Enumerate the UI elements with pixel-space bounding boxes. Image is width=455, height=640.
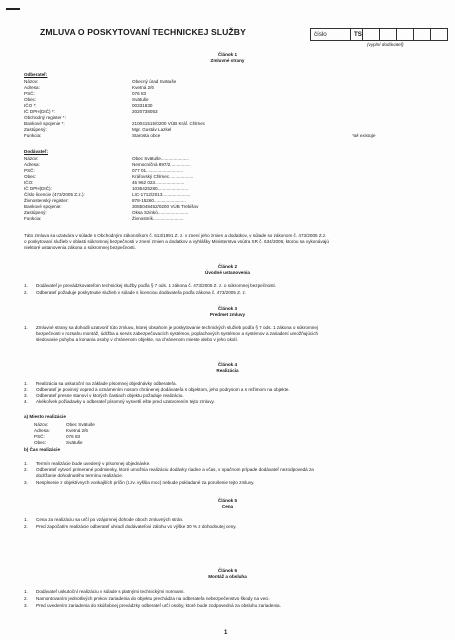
list-item: Nesplnenie z objektívnych vonkajších príčin (t.zv. vyššia moc) nebude pokladané za porušenie tejto zmluvy. <box>36 480 255 485</box>
field-label: Živnostenský register: <box>24 198 69 203</box>
corner-mark <box>6 8 20 10</box>
field-value: Svätuše <box>66 440 83 445</box>
field-label: IČ DPH(DIČ) *: <box>24 109 55 114</box>
field-value: Kvetná 2/6 <box>132 85 154 90</box>
field-label: Číslo licencie (473/2005 Z.z.): <box>24 192 85 197</box>
list-item: Pred započatím realizácie odberateľ uhradí dodávateľovi zálohu vo výške 30 % z dohodnutej ceny. <box>36 524 237 529</box>
field-value: Kráľovský Chlmec................... <box>132 174 194 179</box>
field-value: Nemocničná 897/2................ <box>132 162 191 167</box>
list-item-line: bezpečnosti v rozsahu montáž, údržba a servis zabezpečovacích systémov, poplachových systémov a systémov a zariadení umožňujúcich <box>36 331 319 336</box>
time-heading: b) Čas realizácie <box>24 447 61 452</box>
field-label: IČO: <box>24 180 34 185</box>
article1-number: Článok 1 <box>217 52 238 57</box>
list-item: Dodávateľ je prevádzkovateľom technickej služby podľa § 7 ods. 1 zákona č. 473/2005 Z. z. o súkromnej bezpečnosti. <box>36 283 276 288</box>
list-item: Dodávateľ uskutoční realizáciu v súlade s platnými technickými normami. <box>36 589 185 594</box>
list-number: 1. <box>24 589 28 594</box>
place-heading: a) Miesto realizácie <box>24 414 66 419</box>
list-item-line: Zmluvné strany sa dohodli uzatvoriť túto zmluvu, ktorej obsahom je poskytovanie technických služieb podľa § 7 ods. 1 zákona o súkromnej <box>36 325 318 330</box>
list-number: 3. <box>24 393 28 398</box>
field-label: Obec: <box>24 97 37 102</box>
field-value: Obec Svätuše <box>66 422 95 427</box>
field-label: Funkcia: <box>24 133 42 138</box>
field-value: LIC-1712/2013...................... <box>132 192 191 197</box>
field-label: IČ DPH(DIČ): <box>24 186 52 191</box>
list-item: Odberateľ požaduje poskytnutie služieb v súlade s licenciou dodávateľa podľa zákona č. 473/2005 Z. z. <box>36 290 247 295</box>
field-value: 076 83 <box>132 91 147 96</box>
field-value: 878-15260......................... <box>132 198 186 203</box>
article4-title: Realizácia <box>216 368 239 373</box>
list-number: 3. <box>24 603 28 608</box>
list-number: 2. <box>24 290 28 295</box>
field-value: Živnostník........................ <box>132 216 184 221</box>
field-label: PSČ: <box>24 91 35 96</box>
field-value: 1035425280........................ <box>132 186 189 191</box>
article1-paragraph-line: niektoré ustanovenia zákona o súkromnej bezpečnosti. <box>24 245 136 250</box>
field-label: Zastúpený: <box>24 127 47 132</box>
field-value: 077 01............................. <box>132 168 184 173</box>
contract-number-prefix: TS <box>354 31 362 38</box>
list-number: 2. <box>24 596 28 601</box>
article2-title: Úvodné ustanovenia <box>205 270 250 275</box>
list-item: Odberateľ vytvorí primerané podmienky, ktoré umožnia realizáciu dodávky riadne a včas, v opačnom prípade dodávateľ nezodpovedá za <box>36 467 314 472</box>
list-item: dodržanie dohodnutého termínu realizácie. <box>36 473 124 478</box>
contract-number-label: číslo <box>311 29 351 40</box>
list-number: 2. <box>24 524 28 529</box>
field-value: 45 962 023....................... <box>132 180 185 185</box>
field-label: IČO *: <box>24 103 37 108</box>
field-label: PSČ: <box>34 434 45 439</box>
article5-title: Cena <box>221 504 234 509</box>
field-label: Bankové spojenie *: <box>24 121 65 126</box>
field-value: Starosta obce <box>132 133 161 138</box>
odberatel-footnote: *ak existuje <box>352 133 376 138</box>
field-value: 2020738053 <box>132 109 158 114</box>
field-label: Názov: <box>24 156 39 161</box>
dodavatel-heading: Dodávateľ: <box>24 149 48 154</box>
article6-title: Montáž a obsluha <box>208 574 247 579</box>
page-number: 1 <box>224 630 228 636</box>
field-value: 076 83 <box>66 434 81 439</box>
field-value: Oksa Szinkó........................ <box>132 210 189 215</box>
list-number: 1. <box>24 461 28 466</box>
field-value: Obecný úrad Svätuše <box>132 79 177 84</box>
list-item-line: sledovanie pohybu a konania osoby v chránenom objekte, na chránenom mieste alebo v jeho okolí. <box>36 337 238 342</box>
article5-number: Článok 5 <box>217 498 238 503</box>
list-item: Pred uvedením zariadenia do skúšobnej prevádzky odberateľ určí osoby, ktoré bude zodpovedná za obsluhu zariadenia. <box>36 603 281 608</box>
field-value: Svätuše <box>132 97 149 102</box>
list-item: Odberateľ je povinný vopred a oznámením nosom chránenej dodávateľa s objektom, jeho podrysom a s režimom na objekte. <box>36 387 290 392</box>
list-item: Cena za realizáciu sa určí po vzájomnej dohode oboch zmluvných strán. <box>36 517 184 522</box>
field-value: 3085048452/0200 VÚB Trebišov <box>132 204 199 209</box>
field-label: Adresa: <box>34 428 50 433</box>
list-number: 4. <box>24 399 28 404</box>
contract-number-box <box>310 28 448 41</box>
contract-number-cells <box>362 29 447 40</box>
field-label: Názov: <box>34 422 49 427</box>
contract-number-note: (vyplní dodávateľ) <box>367 42 404 47</box>
field-label: Adresa: <box>24 85 40 90</box>
list-item: Akékoľvek požiadavky u odberateľ písomný vysvetlí ešte pred uzatvorením tejto zmluvy. <box>36 399 215 404</box>
document-title: ZMLUVA O POSKYTOVANÍ TECHNICKEJ SLUŽBY <box>40 27 246 37</box>
field-label: PSČ: <box>24 168 35 173</box>
list-number: 1. <box>24 381 28 386</box>
article6-number: Článok 6 <box>217 568 238 573</box>
list-item: Namontovaním jednotlivých prvkov zariadenia do objektu prechádza na odberateľa nebezpečenstvo škody na veci. <box>36 596 270 601</box>
field-value: 00331830 <box>132 103 153 108</box>
article1-paragraph-line: Táto zmluva sa uzatvára v súlade s Obchodným zákonníkom č. 513/1991 Z. z. v znení jeho zmien a dodatkov, v súlade so zákonom č. 473/2005 Z.z. <box>24 233 327 238</box>
field-value: 210041515/0200 VÚB Kráľ. Chlmec <box>132 121 206 126</box>
article1-title: Zmluvné strany <box>210 58 245 63</box>
field-label: Funkcia: <box>24 216 42 221</box>
field-value: Mgr. Gustáv Lazkel <box>132 127 172 132</box>
article3-title: Predmet zmluvy <box>209 312 246 317</box>
list-number: 1. <box>24 283 28 288</box>
field-label: Adresa: <box>24 162 40 167</box>
list-number: 3. <box>24 480 28 485</box>
article2-number: Článok 2 <box>217 264 238 269</box>
field-label: Názov: <box>24 79 39 84</box>
field-label: Obec: <box>24 174 37 179</box>
odberatel-heading: Odberateľ: <box>24 72 48 77</box>
field-label: Bankové spojenie: <box>24 204 62 209</box>
list-number: 1. <box>24 517 28 522</box>
field-label: Zastúpený: <box>24 210 47 215</box>
list-number: 1. <box>24 325 28 330</box>
field-value: Kvetná 2/6 <box>66 428 88 433</box>
article4-number: Článok 4 <box>217 362 238 367</box>
article3-number: Článok 3 <box>217 306 238 311</box>
list-item: Realizácia sa uskutoční na základe písomnej objednávky odberateľa. <box>36 381 177 386</box>
list-number: 2. <box>24 387 28 392</box>
field-label: Obchodný register *: <box>24 115 66 120</box>
list-item: Odberateľ presne stanoví v ktorých častiach objektu požaduje realizáciu. <box>36 393 184 398</box>
field-value: Obec Svätuše...................... <box>132 156 189 161</box>
article1-paragraph-line: o poskytovaní služieb v oblasti súkromnej bezpečnosti v znení zmien a dodatkov a vyhlášky Ministerstva vnútra SR č. 634/2006, ktorou sa vykonávajú <box>24 239 329 244</box>
list-number: 2. <box>24 467 28 472</box>
list-item: Termín realizácie bude uvedený v písomnej objednávke. <box>36 461 151 466</box>
field-label: Obec: <box>34 440 47 445</box>
